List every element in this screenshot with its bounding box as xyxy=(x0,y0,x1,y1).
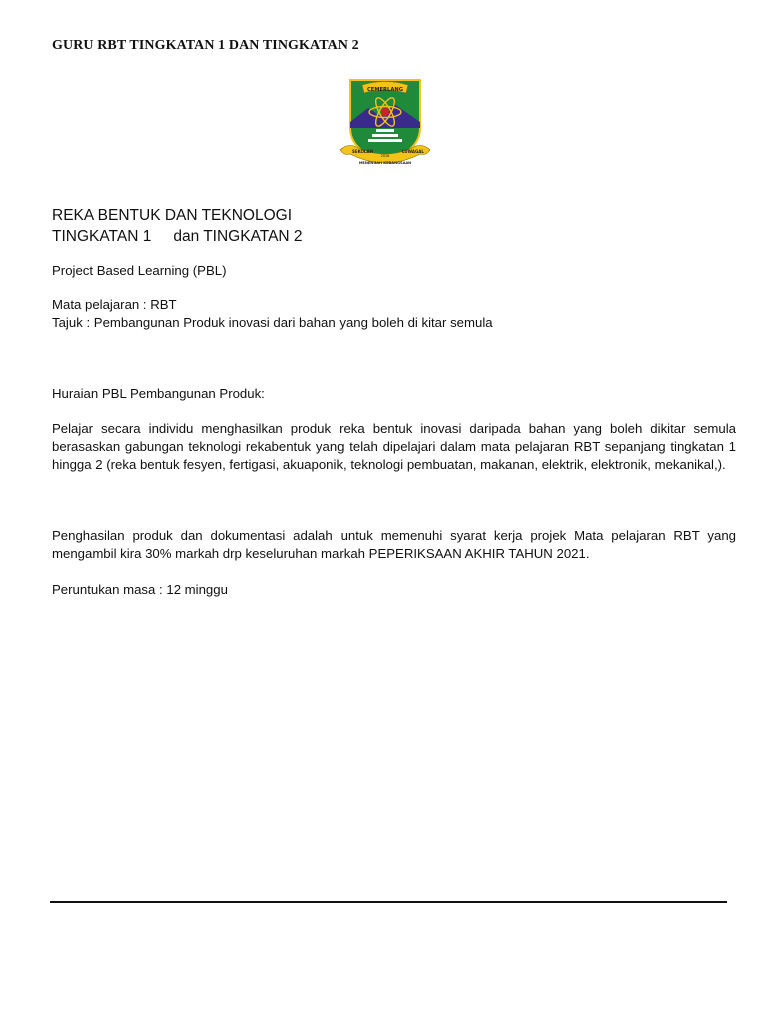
huraian-description: Pelajar secara individu menghasilkan produk reka bentuk inovasi daripada bahan yang boleh dikitar semula berasaskan gabungan teknologi rekabentuk yang telah dipelajari dalam mata pelajaran RBT sepanjang tingkatan 1 hingga 2 (reka bentuk fesyen, fertigasi, akuaponik, teknologi pembuatan, makanan, elektrik, elektronik, mekanikal,). xyxy=(52,421,736,472)
subject-title-line1: REKA BENTUK DAN TEKNOLOGI xyxy=(52,207,293,224)
peruntukan-masa: Peruntukan masa : 12 minggu xyxy=(52,582,228,597)
crest-atom-nucleus xyxy=(381,108,389,116)
pbl-label: Project Based Learning (PBL) xyxy=(52,263,227,278)
crest-ribbon-left: SEKOLAH xyxy=(352,149,373,154)
mata-pelajaran-line: Mata pelajaran : RBT xyxy=(52,297,177,312)
school-crest-logo xyxy=(336,76,434,172)
subject-title-line2 xyxy=(52,226,303,247)
penghasilan-paragraph: Penghasilan produk dan dokumentasi adalah untuk memenuhi syarat kerja projek Mata pelajaran RBT yang mengambil kira 30% markah drp keseluruhan markah PEPERIKSAAN AKHIR TAHUN 2021. xyxy=(52,528,736,561)
crest-ribbon-bottom: MENENGAH KEBANGSAAN xyxy=(358,161,412,165)
subject-form-2: dan TINGKATAN 2 xyxy=(173,228,303,245)
huraian-heading: Huraian PBL Pembangunan Produk: xyxy=(52,386,265,401)
document-header-title: GURU RBT TINGKATAN 1 DAN TINGKATAN 2 xyxy=(52,38,359,53)
subject-meta xyxy=(52,296,736,332)
tajuk-line: Tajuk : Pembangunan Produk inovasi dari bahan yang boleh di kitar semula xyxy=(52,315,493,330)
subject-title xyxy=(52,205,303,247)
crest-banner-text: CEMERLANG xyxy=(367,86,403,93)
crest-ribbon-center: 2016 xyxy=(380,154,390,158)
subject-form-1: TINGKATAN 1 xyxy=(52,228,152,245)
crest-ribbon-right: LUWAGAL xyxy=(402,149,424,154)
footer-divider xyxy=(50,901,727,903)
